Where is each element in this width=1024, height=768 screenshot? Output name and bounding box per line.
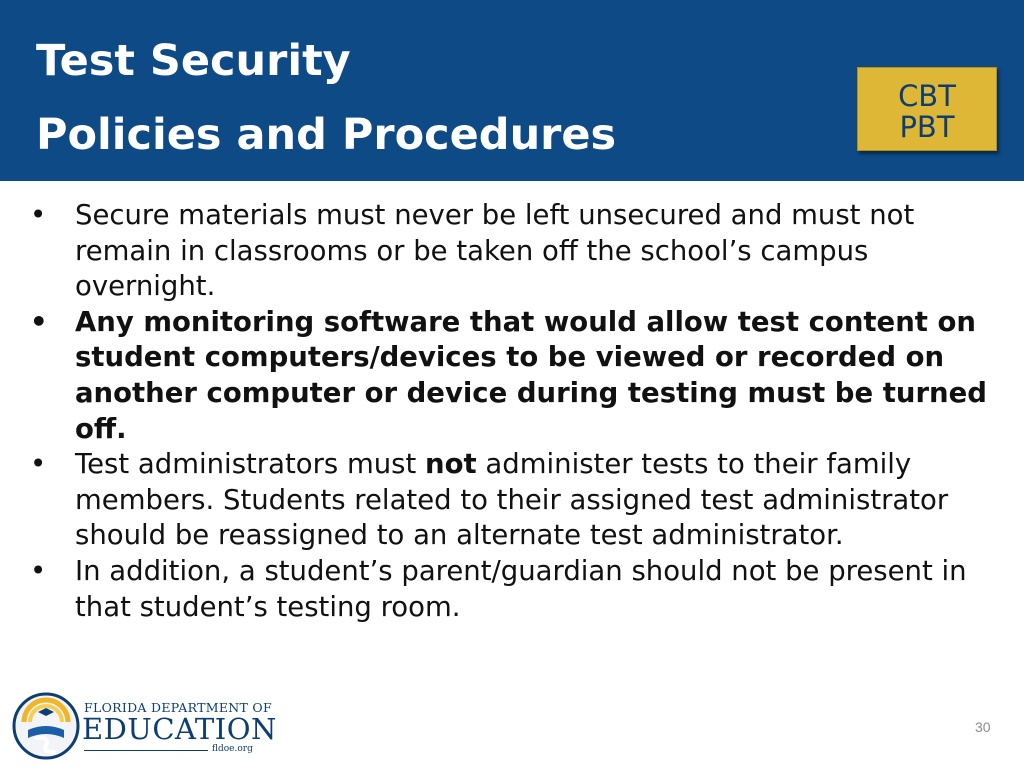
logo-url: fldoe.org bbox=[212, 744, 253, 754]
bullet-emphasis-not: not bbox=[425, 448, 477, 481]
bullet-item-secure-materials bbox=[30, 198, 995, 305]
slide-body bbox=[30, 198, 995, 625]
bullet-icon: • bbox=[30, 199, 47, 231]
bullet-item-monitoring-software bbox=[30, 305, 995, 447]
bullet-icon: • bbox=[30, 305, 48, 338]
slide-title-line-1: Test Security bbox=[36, 36, 351, 86]
fldoe-seal-icon bbox=[12, 692, 80, 760]
badge-cbt-label: CBT bbox=[898, 79, 956, 113]
bullet-text: Secure materials must never be left unsecured and must not remain in classrooms or be taken off the school’s campus overnight. bbox=[75, 199, 915, 303]
slide-title bbox=[36, 24, 616, 172]
bullet-item-parent-guardian bbox=[30, 554, 995, 625]
bullet-item-family-members bbox=[30, 447, 995, 554]
badge-pbt-label: PBT bbox=[899, 110, 955, 144]
bullet-text-before: Test administrators must bbox=[75, 448, 426, 481]
bullet-icon: • bbox=[30, 554, 47, 587]
bullet-icon: • bbox=[30, 448, 47, 481]
fldoe-logo bbox=[12, 692, 277, 764]
cbt-pbt-badge bbox=[857, 67, 997, 151]
bullet-text-after: administer tests to their family members. Students related to their assigned test administrator should be reassigned to an alternate test administrator. bbox=[75, 448, 949, 552]
slide-title-line-2: Policies and Procedures bbox=[36, 110, 617, 160]
logo-line-1: FLORIDA DEPARTMENT OF bbox=[84, 700, 272, 715]
bullet-text: In addition, a student’s parent/guardian should not be present in that student’s testing room. bbox=[75, 554, 967, 623]
logo-line-2: EDUCATION bbox=[82, 712, 277, 746]
bullet-list bbox=[30, 198, 995, 625]
slide-header bbox=[0, 0, 1024, 181]
slide-page-number: 30 bbox=[975, 719, 991, 735]
logo-divider bbox=[84, 750, 208, 751]
bullet-text: Any monitoring software that would allow test content on student computers/devices to be viewed or recorded on another computer or device during testing must be turned off. bbox=[75, 305, 987, 445]
